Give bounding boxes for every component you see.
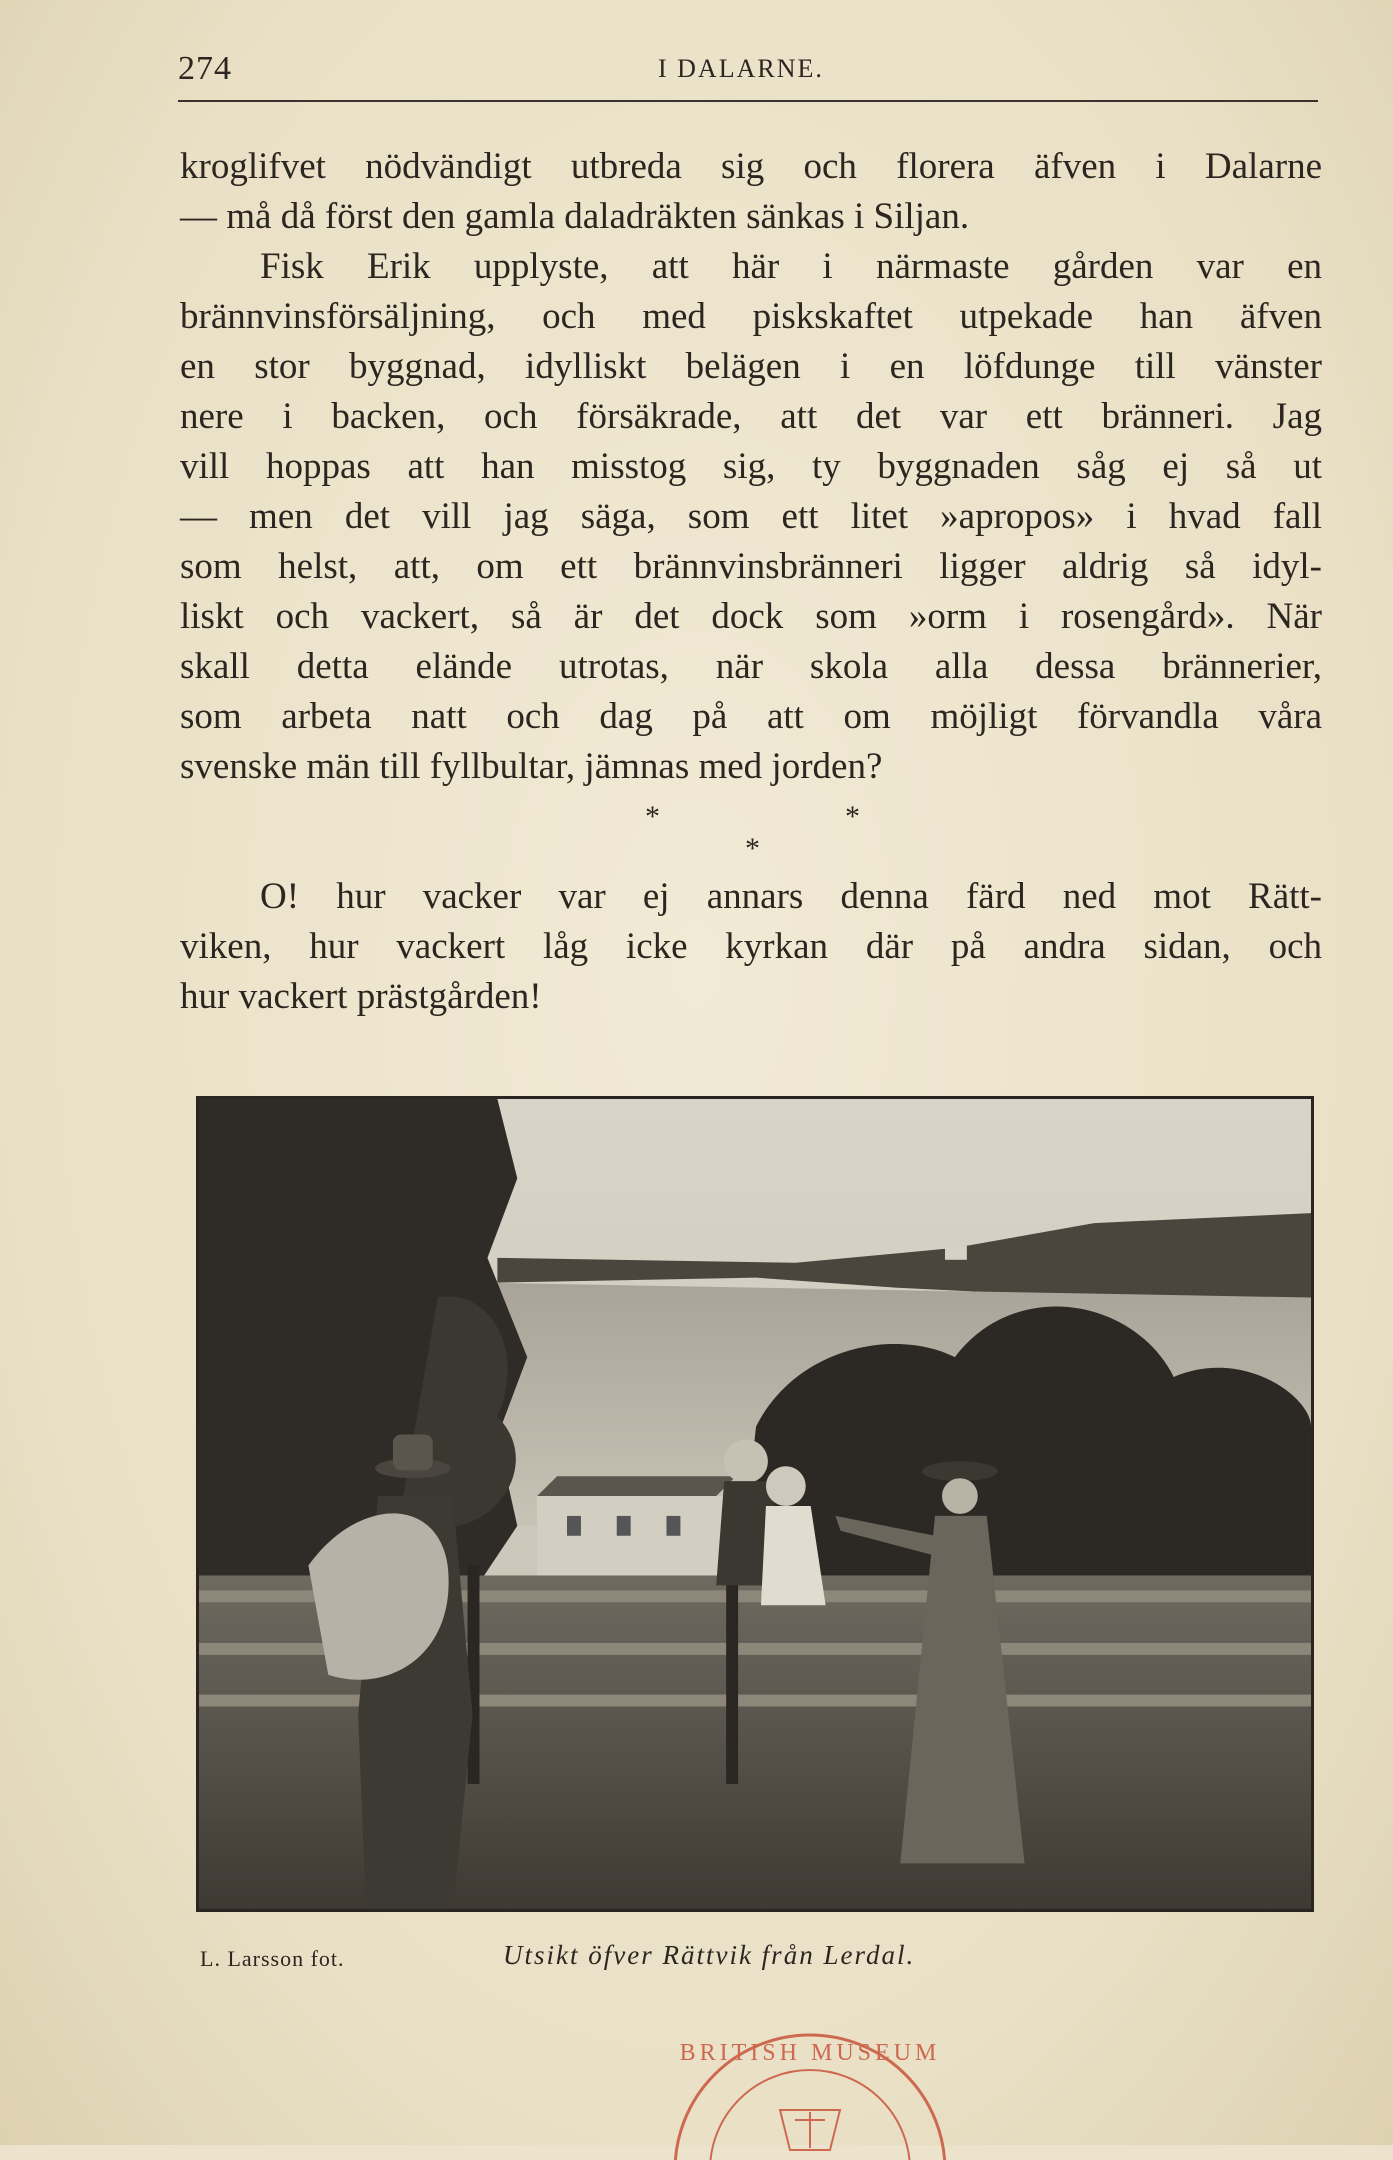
child-head xyxy=(724,1439,768,1483)
text-line: svenske män till fyllbultar, jämnas med jorden? xyxy=(180,746,883,787)
photo-illustration xyxy=(199,1099,1311,1909)
text-line: hur vackert prästgården! xyxy=(180,976,542,1017)
text-line: skall detta elände utrotas, när skola alla dessa brännerier, xyxy=(180,646,1322,687)
house-window xyxy=(567,1516,581,1536)
child-head xyxy=(766,1466,806,1506)
svg-text:BRITISH MUSEUM: BRITISH MUSEUM xyxy=(679,2040,941,2066)
man-hat xyxy=(393,1435,433,1471)
library-stamp xyxy=(660,2020,960,2160)
text-line: nere i backen, och försäkrade, att det var ett bränneri. Jag xyxy=(180,396,1322,437)
page-header xyxy=(178,42,1318,92)
text-line: vill hoppas att han misstog sig, ty byggnaden såg ej så ut xyxy=(180,446,1322,487)
fence-post xyxy=(726,1566,738,1784)
text-line: — men det vill jag säga, som ett litet »apropos» i hvad fall xyxy=(180,496,1322,537)
section-break xyxy=(180,792,1322,872)
text-line: kroglifvet nödvändigt utbreda sig och florera äfven i Dalarne xyxy=(180,146,1322,187)
asterisk: * xyxy=(845,800,860,833)
text-line: O! hur vacker var ej annars denna färd ned mot Rätt- xyxy=(260,876,1322,917)
text-line: Fisk Erik upplyste, att här i närmaste gården var en xyxy=(260,246,1322,287)
text-line: en stor byggnad, idylliskt belägen i en löfdunge till vänster xyxy=(180,346,1322,387)
church xyxy=(945,1246,967,1260)
page-number: 274 xyxy=(178,50,232,87)
asterisk: * xyxy=(645,800,660,833)
woman-head xyxy=(942,1478,978,1514)
text-line: liskt och vackert, så är det dock som »orm i rosengård». När xyxy=(180,596,1322,637)
text-line: — må då först den gamla daladräkten sänkas i Siljan. xyxy=(180,196,970,237)
text-line: som arbeta natt och dag på att om möjligt förvandla våra xyxy=(180,696,1322,737)
text-line: som helst, att, om ett brännvinsbränneri ligger aldrig så idyl- xyxy=(180,546,1322,587)
text-line: viken, hur vackert låg icke kyrkan där på andra sidan, och xyxy=(180,926,1322,967)
asterisk: * xyxy=(745,832,760,865)
text-line: brännvinsförsäljning, och med piskskaftet utpekade han äfven xyxy=(180,296,1322,337)
photo-credit: L. Larsson fot. xyxy=(200,1946,345,1971)
running-head: I DALARNE. xyxy=(658,54,824,83)
body-text xyxy=(180,142,1322,1022)
header-rule xyxy=(178,100,1318,102)
house-window xyxy=(617,1516,631,1536)
fence-post xyxy=(468,1566,480,1784)
house-window xyxy=(666,1516,680,1536)
house-roof xyxy=(537,1476,736,1496)
photograph xyxy=(196,1096,1314,1912)
house xyxy=(537,1496,736,1575)
photo-caption: Utsikt öfver Rättvik från Lerdal. xyxy=(503,1940,916,1970)
